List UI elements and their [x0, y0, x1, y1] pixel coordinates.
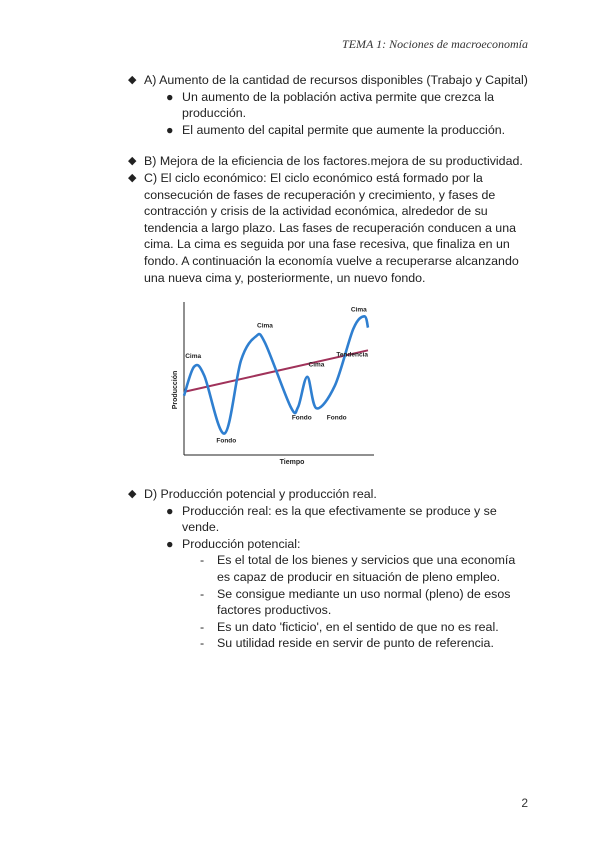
diamond-bullet-icon: ◆ [128, 74, 137, 86]
diamond-bullet-icon: ◆ [128, 171, 137, 184]
bullet-text: El aumento del capital permite que aumente la producción. [182, 122, 506, 137]
section-b [128, 153, 528, 170]
x-axis-label: Tiempo [279, 459, 305, 466]
document-body-lower [128, 486, 528, 652]
dash-bullet-icon: - [200, 636, 205, 651]
bullet-text: Producción real: es la que efectivamente se produce y se vende. [182, 503, 497, 535]
annotation-label: Cima [308, 361, 325, 369]
bullet-text: Producción potencial: [182, 536, 301, 551]
bullet-dot-icon: ● [166, 122, 174, 137]
list-item [128, 89, 528, 122]
annotation-label: Cima [257, 322, 273, 330]
dash-text: Se consigue mediante un uso normal (pleno) de esos factores productivos. [217, 586, 511, 618]
dash-bullet-icon: - [200, 586, 205, 601]
bullet-text: Un aumento de la población activa permite que crezca la producción. [182, 89, 495, 121]
bullet-dot-icon: ● [166, 89, 174, 104]
dash-bullet-icon: - [200, 619, 205, 634]
header-title: TEMA 1: Nociones de macroeconomía [342, 37, 528, 51]
dash-bullet-icon: - [200, 553, 205, 568]
section-a-text: A) Aumento de la cantidad de recursos disponibles (Trabajo y Capital) [144, 73, 528, 87]
annotation-label: Cima [350, 306, 367, 314]
dash-text: Es un dato 'ficticio', en el sentido de que no es real. [217, 619, 499, 634]
bullet-dot-icon: ● [166, 503, 174, 518]
list-item [128, 552, 528, 585]
annotation-label: Cima [185, 352, 202, 360]
list-item [128, 586, 528, 619]
section-d-text: D) Producción potencial y producción real. [144, 487, 377, 501]
section-d [128, 486, 528, 503]
diamond-bullet-icon: ◆ [128, 155, 137, 168]
document-body [128, 72, 528, 286]
section-c-text: C) El ciclo económico: El ciclo económico está formado por la consecución de fases de recuperación y crecimiento, y fases de contracción y crisis de la actividad económica, alrededor de su tendencia a largo plazo. Las fases de recuperación conducen a una cima. La cima es seguida por una fase recesiva, que finaliza en un fondo. A continuación la economía vuelve a recuperarse alcanzando una nueva cima y, posteriormente, un nuevo fondo. [144, 170, 519, 285]
section-c [128, 170, 528, 286]
list-item [128, 503, 528, 536]
list-item [128, 536, 528, 553]
list-item [128, 635, 528, 652]
annotation-label: Fondo [326, 414, 347, 422]
list-item [128, 619, 528, 636]
page-number: 2 [521, 796, 528, 810]
diamond-bullet-icon: ◆ [128, 488, 137, 500]
annotation-label: Fondo [216, 437, 237, 445]
y-axis-label: Producción [172, 370, 179, 410]
list-item [128, 122, 528, 139]
dash-text: Es el total de los bienes y servicios que una economía es capaz de producir en situación de pleno empleo. [217, 553, 516, 584]
bullet-dot-icon: ● [166, 536, 174, 551]
dash-text: Su utilidad reside en servir de punto de referencia. [217, 636, 494, 651]
annotation-label: Tendencia [336, 351, 368, 359]
business-cycle-chart [168, 298, 376, 470]
section-a [128, 72, 528, 89]
section-b-text: B) Mejora de la eficiencia de los factores.mejora de su productividad. [144, 154, 523, 169]
annotation-label: Fondo [291, 414, 312, 422]
